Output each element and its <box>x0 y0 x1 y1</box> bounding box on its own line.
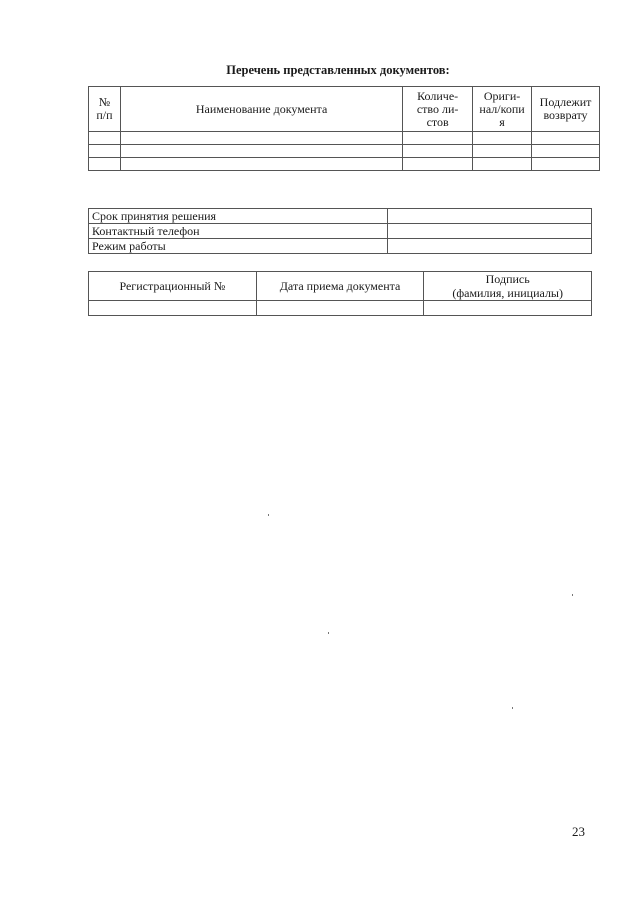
table-cell[interactable] <box>120 132 402 145</box>
registration-table-header <box>89 272 592 301</box>
table-cell[interactable] <box>403 132 473 145</box>
table-row <box>89 301 592 316</box>
table-cell[interactable] <box>473 145 532 158</box>
header-to-be-returned: Подлежит возврату <box>532 87 600 132</box>
table-cell[interactable] <box>120 158 402 171</box>
info-label: Срок принятия решения <box>89 209 388 224</box>
table-cell[interactable] <box>532 158 600 171</box>
documents-table-header <box>89 87 600 132</box>
table-cell[interactable] <box>89 158 121 171</box>
header-sheet-count: Количе- ство ли- стов <box>403 87 473 132</box>
scan-speck <box>572 594 573 596</box>
table-cell[interactable] <box>120 145 402 158</box>
scan-speck <box>268 514 269 516</box>
info-table <box>88 208 592 254</box>
table-cell[interactable] <box>532 145 600 158</box>
header-receipt-date: Дата приема документа <box>256 272 424 301</box>
page-number: 23 <box>572 824 585 839</box>
table-cell[interactable] <box>532 132 600 145</box>
info-label: Режим работы <box>89 239 388 254</box>
header-document-name: Наименование документа <box>120 87 402 132</box>
info-row-working-hours <box>89 239 592 254</box>
header-original-copy: Ориги- нал/копи я <box>473 87 532 132</box>
header-signature: Подпись (фамилия, инициалы) <box>424 272 592 301</box>
scan-speck <box>512 707 513 709</box>
table-cell[interactable] <box>89 301 257 316</box>
info-value[interactable] <box>388 239 592 254</box>
table-cell[interactable] <box>403 145 473 158</box>
info-row-decision-deadline <box>89 209 592 224</box>
table-cell[interactable] <box>473 132 532 145</box>
info-label: Контактный телефон <box>89 224 388 239</box>
table-row <box>89 132 600 145</box>
header-number: № п/п <box>89 87 121 132</box>
table-cell[interactable] <box>89 132 121 145</box>
scan-speck <box>328 632 329 634</box>
table-cell[interactable] <box>256 301 424 316</box>
table-cell[interactable] <box>473 158 532 171</box>
registration-table <box>88 271 592 316</box>
table-cell[interactable] <box>89 145 121 158</box>
table-cell[interactable] <box>403 158 473 171</box>
header-registration-number: Регистрационный № <box>89 272 257 301</box>
page-title: Перечень представленных документов: <box>226 63 450 77</box>
table-row <box>89 158 600 171</box>
info-value[interactable] <box>388 224 592 239</box>
info-value[interactable] <box>388 209 592 224</box>
documents-table <box>88 86 600 171</box>
table-cell[interactable] <box>424 301 592 316</box>
info-row-contact-phone <box>89 224 592 239</box>
table-row <box>89 145 600 158</box>
